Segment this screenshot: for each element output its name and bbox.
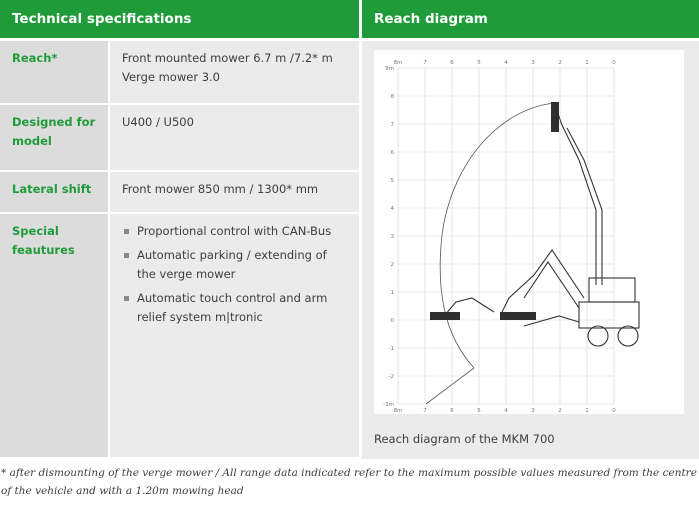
feature-item: Automatic parking / extending of the verge mower	[122, 246, 347, 284]
y-tick-label: 9m	[385, 66, 394, 72]
specs-table	[0, 41, 359, 459]
machine-drawing	[444, 105, 639, 346]
spec-value-reach	[110, 41, 359, 103]
reach-caption: Reach diagram of the MKM 700	[374, 432, 555, 446]
features-list	[122, 222, 347, 327]
x-tick-label-top: 3	[531, 60, 535, 66]
spec-value-features	[110, 214, 359, 457]
x-tick-label-top: 2	[558, 60, 562, 66]
arm-front-2	[524, 262, 579, 308]
specs-title: Technical specifications	[0, 0, 359, 38]
reach-line-verge: Verge mower 3.0	[122, 70, 220, 84]
x-tick-label-top: 6	[450, 60, 454, 66]
tractor-wheel-rear	[618, 326, 638, 346]
reach-line-front: Front mounted mower 6.7 m /7.2* m	[122, 51, 333, 65]
x-tick-label-bottom: 3	[531, 408, 535, 414]
feature-item: Proportional control with CAN-Bus	[122, 222, 347, 241]
y-tick-label: 0	[390, 318, 394, 324]
y-tick-label: 5	[390, 178, 394, 184]
x-tick-label-bottom: 6	[450, 408, 454, 414]
y-tick-label: 8	[390, 94, 394, 100]
reach-envelope	[426, 103, 555, 404]
spec-label-shift: Lateral shift	[0, 172, 110, 212]
y-tick-label: 4	[390, 206, 394, 212]
y-tick-label: 3	[390, 234, 394, 240]
x-tick-label-bottom: 7	[423, 408, 427, 414]
spec-value-shift: Front mower 850 mm / 1300* mm	[110, 172, 359, 212]
mower-head-verge	[430, 312, 460, 320]
mower-head-top	[551, 102, 559, 132]
x-tick-label-top: 8m	[393, 60, 403, 66]
y-tick-label: 6	[390, 150, 394, 156]
reach-diagram-svg	[374, 50, 684, 414]
reach-diagram	[374, 50, 684, 414]
x-tick-label-bottom: 8m	[393, 408, 403, 414]
footnote: * after dismounting of the verge mower / All range data indicated refer to the maximum possible values measured from the centre of the vehicle and with a 1.20m mowing head	[1, 467, 697, 497]
arm-vertical	[555, 105, 596, 285]
tractor-body	[579, 302, 639, 328]
x-tick-label-bottom: 2	[558, 408, 562, 414]
spec-label-model: Designed for model	[0, 105, 110, 170]
x-tick-label-top: 1	[585, 60, 589, 66]
x-tick-label-bottom: 4	[504, 408, 508, 414]
spec-row-features	[0, 214, 359, 459]
x-tick-label-top: 7	[423, 60, 427, 66]
reach-line-down	[426, 368, 474, 404]
spec-row-reach	[0, 41, 359, 105]
reach-arc	[440, 103, 555, 368]
mower-head-front	[500, 312, 536, 320]
feature-item: Automatic touch control and arm relief system m|tronic	[122, 289, 347, 327]
arm-front	[502, 250, 584, 312]
reach-title: Reach diagram	[362, 0, 699, 38]
x-tick-label-top: 4	[504, 60, 508, 66]
y-tick-label: 2	[390, 262, 394, 268]
arm-vertical-2	[567, 128, 602, 285]
x-tick-label-bottom: 5	[477, 408, 481, 414]
spec-label-features: Special feautures	[0, 214, 110, 457]
spec-row-shift	[0, 172, 359, 214]
reach-panel	[362, 41, 699, 459]
y-tick-label: -2	[388, 374, 394, 380]
x-tick-label-bottom: 0	[612, 408, 616, 414]
y-tick-label: 7	[390, 122, 394, 128]
y-tick-label: 1	[390, 290, 394, 296]
tractor-wheel-front	[588, 326, 608, 346]
spec-label-reach: Reach*	[0, 41, 110, 103]
x-tick-label-top: 5	[477, 60, 481, 66]
y-tick-label: -3m	[383, 402, 394, 408]
mowing-heads	[430, 102, 559, 320]
y-tick-label: -1	[388, 346, 394, 352]
x-tick-label-bottom: 1	[585, 408, 589, 414]
spec-row-model	[0, 105, 359, 172]
x-tick-label-top: 0	[612, 60, 616, 66]
spec-value-model: U400 / U500	[110, 105, 359, 170]
